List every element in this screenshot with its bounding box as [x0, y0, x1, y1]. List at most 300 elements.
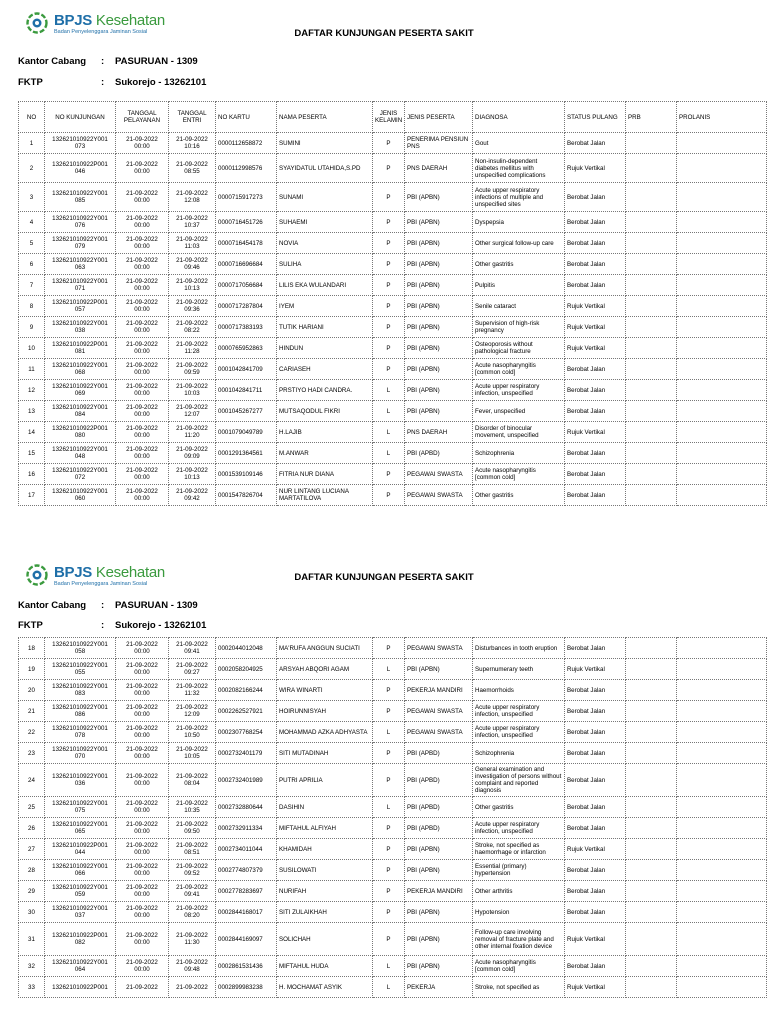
cell-jenis-peserta: PNS DAERAH — [405, 154, 473, 183]
cell-tanggal-pelayanan: 21-09-2022 00:00 — [116, 881, 169, 902]
cell-no-kunjungan: 132621010922Y001 078 — [45, 722, 116, 743]
cell-no-kunjungan: 132621010922Y001 069 — [45, 380, 116, 401]
cell-status-pulang: Berobat Jalan — [565, 818, 626, 839]
cell-status-pulang: Berobat Jalan — [565, 464, 626, 485]
cell-jenis-kelamin: P — [373, 638, 405, 659]
cell-jenis-peserta: PBI (APBN) — [405, 296, 473, 317]
cell-jenis-kelamin: P — [373, 923, 405, 956]
cell-prolanis — [677, 464, 767, 485]
cell-jenis-peserta: PEGAWAI SWASTA — [405, 638, 473, 659]
cell-prb — [626, 317, 677, 338]
cell-no-kartu: 0002844169097 — [216, 923, 277, 956]
cell-tanggal-entri: 21-09-2022 08:04 — [169, 764, 216, 797]
cell-tanggal-pelayanan: 21-09-2022 00:00 — [116, 380, 169, 401]
cell-jenis-kelamin: P — [373, 860, 405, 881]
cell-no-kunjungan: 132621010922Y001 037 — [45, 902, 116, 923]
table-row — [19, 485, 767, 506]
cell-status-pulang: Berobat Jalan — [565, 485, 626, 506]
cell-no-kunjungan: 132621010922P001 082 — [45, 923, 116, 956]
fktp-value: Sukorejo - 13262101 — [115, 620, 207, 631]
table-row — [19, 401, 767, 422]
cell-no-kunjungan: 132621010922Y001 048 — [45, 443, 116, 464]
cell-no: 30 — [19, 902, 45, 923]
cell-prolanis — [677, 743, 767, 764]
cell-nama-peserta: M.ANWAR — [277, 443, 373, 464]
cell-nama-peserta: SULIHA — [277, 254, 373, 275]
cell-tanggal-pelayanan: 21-09-2022 00:00 — [116, 422, 169, 443]
cell-tanggal-entri: 21-09-2022 08:51 — [169, 839, 216, 860]
cell-jenis-kelamin: L — [373, 380, 405, 401]
cell-prolanis — [677, 212, 767, 233]
cell-prb — [626, 956, 677, 977]
cell-status-pulang: Berobat Jalan — [565, 956, 626, 977]
visit-table-page-1 — [18, 101, 767, 506]
report-title: DAFTAR KUNJUNGAN PESERTA SAKIT — [294, 572, 474, 583]
column-header-prb: PRB — [626, 102, 677, 133]
cell-prolanis — [677, 233, 767, 254]
cell-prb — [626, 881, 677, 902]
cell-no: 7 — [19, 275, 45, 296]
cell-nama-peserta: H. MOCHAMAT ASYIK — [277, 977, 373, 998]
cell-no-kunjungan: 132621010922Y001 065 — [45, 818, 116, 839]
cell-prolanis — [677, 638, 767, 659]
cell-jenis-peserta: PBI (APBD) — [405, 818, 473, 839]
cell-no: 14 — [19, 422, 45, 443]
cell-status-pulang: Rujuk Vertikal — [565, 839, 626, 860]
cell-no-kartu: 0002732911334 — [216, 818, 277, 839]
cell-no: 10 — [19, 338, 45, 359]
table-row — [19, 296, 767, 317]
cell-no-kartu: 0000716454178 — [216, 233, 277, 254]
cell-tanggal-pelayanan: 21-09-2022 00:00 — [116, 923, 169, 956]
cell-nama-peserta: SOLICHAH — [277, 923, 373, 956]
cell-tanggal-pelayanan: 21-09-2022 00:00 — [116, 818, 169, 839]
cell-status-pulang: Berobat Jalan — [565, 881, 626, 902]
table-row — [19, 839, 767, 860]
cell-no-kunjungan: 132621010922P001 — [45, 977, 116, 998]
cell-diagnosa: Acute upper respiratory infections of multiple and unspecified sites — [473, 183, 565, 212]
cell-prb — [626, 485, 677, 506]
cell-no-kartu: 0000717056684 — [216, 275, 277, 296]
table-row — [19, 443, 767, 464]
cell-tanggal-entri: 21-09-2022 09:52 — [169, 860, 216, 881]
cell-tanggal-entri: 21-09-2022 10:13 — [169, 464, 216, 485]
visit-table-page-2 — [18, 637, 767, 998]
cell-tanggal-entri: 21-09-2022 08:55 — [169, 154, 216, 183]
cell-diagnosa: Hypotension — [473, 902, 565, 923]
cell-tanggal-entri: 21-09-2022 10:37 — [169, 212, 216, 233]
cell-no: 31 — [19, 923, 45, 956]
cell-jenis-peserta: PBI (APBN) — [405, 923, 473, 956]
cell-tanggal-pelayanan: 21-09-2022 00:00 — [116, 275, 169, 296]
cell-diagnosa: Haemorrhoids — [473, 680, 565, 701]
cell-status-pulang: Rujuk Vertikal — [565, 296, 626, 317]
table-row — [19, 154, 767, 183]
cell-no-kartu: 0000716696684 — [216, 254, 277, 275]
cell-status-pulang: Berobat Jalan — [565, 233, 626, 254]
cell-tanggal-entri: 21-09-2022 09:09 — [169, 443, 216, 464]
cell-jenis-kelamin: P — [373, 154, 405, 183]
cell-nama-peserta: PUTRI APRILIA — [277, 764, 373, 797]
cell-diagnosa: Acute nasopharyngitis [common cold] — [473, 464, 565, 485]
cell-nama-peserta: WIRA WINARTI — [277, 680, 373, 701]
cell-jenis-kelamin: P — [373, 881, 405, 902]
cell-no: 32 — [19, 956, 45, 977]
cell-status-pulang: Rujuk Vertikal — [565, 338, 626, 359]
cell-no-kartu: 0002861531436 — [216, 956, 277, 977]
cell-no: 29 — [19, 881, 45, 902]
cell-prolanis — [677, 183, 767, 212]
cell-no: 23 — [19, 743, 45, 764]
table-row — [19, 183, 767, 212]
table-row — [19, 743, 767, 764]
logo-subtitle: Badan Penyelenggara Jaminan Sosial — [54, 29, 148, 35]
cell-no-kunjungan: 132621010922Y001 070 — [45, 743, 116, 764]
cell-status-pulang: Berobat Jalan — [565, 254, 626, 275]
table-row — [19, 923, 767, 956]
cell-prolanis — [677, 722, 767, 743]
cell-no-kartu: 0000112658872 — [216, 133, 277, 154]
cell-status-pulang: Rujuk Vertikal — [565, 422, 626, 443]
kantor-sep: : — [101, 56, 105, 67]
cell-diagnosa: Acute upper respiratory infection, unspecified — [473, 380, 565, 401]
logo-brand: BPJS Kesehatan — [54, 564, 165, 581]
cell-tanggal-entri: 21-09-2022 11:32 — [169, 680, 216, 701]
cell-nama-peserta: MA'RUFA ANGGUN SUCIATI — [277, 638, 373, 659]
cell-jenis-kelamin: P — [373, 183, 405, 212]
column-header-status-pulang: STATUS PULANG — [565, 102, 626, 133]
cell-prolanis — [677, 254, 767, 275]
cell-jenis-peserta: PBI (APBN) — [405, 212, 473, 233]
cell-tanggal-entri: 21-09-2022 08:20 — [169, 902, 216, 923]
cell-no: 1 — [19, 133, 45, 154]
cell-status-pulang: Rujuk Vertikal — [565, 317, 626, 338]
cell-jenis-kelamin: P — [373, 485, 405, 506]
cell-tanggal-entri: 21-09-2022 09:48 — [169, 956, 216, 977]
cell-no-kartu: 0001042841709 — [216, 359, 277, 380]
cell-no-kartu: 0002307768254 — [216, 722, 277, 743]
cell-no-kunjungan: 132621010922Y001 068 — [45, 359, 116, 380]
cell-jenis-kelamin: P — [373, 839, 405, 860]
cell-tanggal-pelayanan: 21-09-2022 00:00 — [116, 764, 169, 797]
cell-tanggal-entri: 21-09-2022 10:35 — [169, 797, 216, 818]
cell-nama-peserta: HOIRUNNISYAH — [277, 701, 373, 722]
cell-jenis-kelamin: L — [373, 956, 405, 977]
cell-prb — [626, 133, 677, 154]
cell-no: 22 — [19, 722, 45, 743]
cell-no-kunjungan: 132621010922Y001 066 — [45, 860, 116, 881]
cell-tanggal-pelayanan: 21-09-2022 00:00 — [116, 401, 169, 422]
cell-no: 2 — [19, 154, 45, 183]
cell-no-kartu: 0002732401179 — [216, 743, 277, 764]
cell-diagnosa: Acute upper respiratory infection, unspecified — [473, 701, 565, 722]
cell-prolanis — [677, 317, 767, 338]
cell-jenis-peserta: PEKERJA MANDIRI — [405, 881, 473, 902]
cell-no-kartu: 0001291364561 — [216, 443, 277, 464]
cell-prb — [626, 154, 677, 183]
cell-prolanis — [677, 422, 767, 443]
cell-prb — [626, 659, 677, 680]
cell-nama-peserta: ARSYAH ABQORI AGAM — [277, 659, 373, 680]
cell-no-kunjungan: 132621010922Y001 058 — [45, 638, 116, 659]
cell-prb — [626, 380, 677, 401]
table-row — [19, 422, 767, 443]
cell-status-pulang: Berobat Jalan — [565, 680, 626, 701]
cell-no: 20 — [19, 680, 45, 701]
table-row — [19, 764, 767, 797]
cell-tanggal-pelayanan: 21-09-2022 00:00 — [116, 722, 169, 743]
fktp-value: Sukorejo - 13262101 — [115, 77, 207, 88]
cell-jenis-peserta: PBI (APBN) — [405, 317, 473, 338]
cell-jenis-kelamin: P — [373, 275, 405, 296]
cell-jenis-kelamin: L — [373, 659, 405, 680]
cell-no-kartu: 0000716451726 — [216, 212, 277, 233]
cell-jenis-peserta: PBI (APBN) — [405, 902, 473, 923]
fktp-sep: : — [101, 620, 105, 631]
cell-status-pulang: Rujuk Vertikal — [565, 923, 626, 956]
table-row — [19, 881, 767, 902]
cell-jenis-kelamin: L — [373, 443, 405, 464]
cell-no-kunjungan: 132621010922P001 081 — [45, 338, 116, 359]
table-row — [19, 902, 767, 923]
cell-prb — [626, 764, 677, 797]
cell-no-kartu: 0002058204925 — [216, 659, 277, 680]
cell-diagnosa: Stroke, not specified as haemorrhage or infarction — [473, 839, 565, 860]
cell-diagnosa: Supervision of high-risk pregnancy — [473, 317, 565, 338]
cell-nama-peserta: NURIFAH — [277, 881, 373, 902]
cell-no-kartu: 0000765952863 — [216, 338, 277, 359]
table-row — [19, 818, 767, 839]
cell-no-kartu: 0001042841711 — [216, 380, 277, 401]
cell-prb — [626, 401, 677, 422]
cell-prb — [626, 464, 677, 485]
cell-nama-peserta: SITI MUTADINAH — [277, 743, 373, 764]
cell-tanggal-pelayanan: 21-09-2022 00:00 — [116, 464, 169, 485]
cell-no-kunjungan: 132621010922P001 044 — [45, 839, 116, 860]
cell-no-kunjungan: 132621010922Y001 059 — [45, 881, 116, 902]
table-row — [19, 977, 767, 998]
cell-no-kunjungan: 132621010922Y001 073 — [45, 133, 116, 154]
table-row — [19, 860, 767, 881]
cell-no-kartu: 0001045267277 — [216, 401, 277, 422]
cell-jenis-kelamin: P — [373, 902, 405, 923]
cell-diagnosa: Non-insulin-dependent diabetes mellitus with unspecified complications — [473, 154, 565, 183]
cell-prb — [626, 422, 677, 443]
cell-no: 28 — [19, 860, 45, 881]
cell-tanggal-entri: 21-09-2022 10:05 — [169, 743, 216, 764]
cell-no: 21 — [19, 701, 45, 722]
cell-jenis-peserta: PBI (APBN) — [405, 359, 473, 380]
cell-nama-peserta: HINDUN — [277, 338, 373, 359]
report-title: DAFTAR KUNJUNGAN PESERTA SAKIT — [294, 28, 474, 39]
cell-jenis-peserta: PEGAWAI SWASTA — [405, 701, 473, 722]
cell-diagnosa: Disturbances in tooth eruption — [473, 638, 565, 659]
cell-status-pulang: Berobat Jalan — [565, 701, 626, 722]
cell-no-kunjungan: 132621010922Y001 086 — [45, 701, 116, 722]
cell-no: 16 — [19, 464, 45, 485]
cell-prolanis — [677, 977, 767, 998]
cell-tanggal-entri: 21-09-2022 11:03 — [169, 233, 216, 254]
cell-status-pulang: Berobat Jalan — [565, 743, 626, 764]
cell-nama-peserta: DASIHIN — [277, 797, 373, 818]
cell-no-kunjungan: 132621010922Y001 075 — [45, 797, 116, 818]
cell-no-kunjungan: 132621010922Y001 038 — [45, 317, 116, 338]
cell-jenis-kelamin: L — [373, 722, 405, 743]
cell-nama-peserta: MIFTAHUL ALFIYAH — [277, 818, 373, 839]
cell-diagnosa: Schizophrenia — [473, 443, 565, 464]
cell-prb — [626, 860, 677, 881]
cell-no-kartu: 0002732401989 — [216, 764, 277, 797]
cell-prolanis — [677, 485, 767, 506]
cell-no: 25 — [19, 797, 45, 818]
cell-tanggal-pelayanan: 21-09-2022 00:00 — [116, 902, 169, 923]
cell-nama-peserta: H.LAJIB — [277, 422, 373, 443]
cell-diagnosa: Other gastritis — [473, 254, 565, 275]
cell-prolanis — [677, 881, 767, 902]
cell-status-pulang: Berobat Jalan — [565, 443, 626, 464]
cell-status-pulang: Berobat Jalan — [565, 275, 626, 296]
cell-prb — [626, 638, 677, 659]
cell-tanggal-pelayanan: 21-09-2022 00:00 — [116, 680, 169, 701]
cell-prb — [626, 254, 677, 275]
cell-diagnosa: Pulpitis — [473, 275, 565, 296]
cell-diagnosa: Other gastritis — [473, 485, 565, 506]
cell-prolanis — [677, 902, 767, 923]
cell-prolanis — [677, 797, 767, 818]
cell-prolanis — [677, 380, 767, 401]
table-row — [19, 464, 767, 485]
cell-no-kunjungan: 132621010922Y001 064 — [45, 956, 116, 977]
fktp-sep: : — [101, 77, 105, 88]
cell-diagnosa: Schizophrenia — [473, 743, 565, 764]
cell-status-pulang: Berobat Jalan — [565, 359, 626, 380]
cell-tanggal-pelayanan: 21-09-2022 — [116, 977, 169, 998]
cell-no: 4 — [19, 212, 45, 233]
table-row — [19, 338, 767, 359]
cell-prolanis — [677, 680, 767, 701]
cell-tanggal-pelayanan: 21-09-2022 00:00 — [116, 659, 169, 680]
cell-diagnosa: Other arthritis — [473, 881, 565, 902]
cell-nama-peserta: MIFTAHUL HUDA — [277, 956, 373, 977]
cell-tanggal-entri: 21-09-2022 12:08 — [169, 183, 216, 212]
cell-jenis-peserta: PBI (APBD) — [405, 764, 473, 797]
cell-jenis-kelamin: P — [373, 133, 405, 154]
cell-nama-peserta: LILIS EKA WULANDARI — [277, 275, 373, 296]
cell-status-pulang: Berobat Jalan — [565, 212, 626, 233]
cell-no: 33 — [19, 977, 45, 998]
cell-jenis-peserta: PBI (APBN) — [405, 380, 473, 401]
cell-nama-peserta: FITRIA NUR DIANA — [277, 464, 373, 485]
cell-prb — [626, 839, 677, 860]
cell-diagnosa: Acute nasopharyngitis [common cold] — [473, 956, 565, 977]
cell-jenis-peserta: PBI (APBN) — [405, 254, 473, 275]
cell-diagnosa: Senile cataract — [473, 296, 565, 317]
cell-prolanis — [677, 764, 767, 797]
column-header-prolanis: PROLANIS — [677, 102, 767, 133]
cell-tanggal-entri: 21-09-2022 12:09 — [169, 701, 216, 722]
cell-jenis-kelamin: P — [373, 743, 405, 764]
table-row — [19, 638, 767, 659]
logo-brand: BPJS Kesehatan — [54, 12, 165, 29]
cell-tanggal-pelayanan: 21-09-2022 00:00 — [116, 338, 169, 359]
cell-diagnosa: Acute nasopharyngitis [common cold] — [473, 359, 565, 380]
cell-jenis-kelamin: P — [373, 296, 405, 317]
cell-jenis-peserta: PEGAWAI SWASTA — [405, 464, 473, 485]
table-row — [19, 133, 767, 154]
cell-diagnosa: Dyspepsia — [473, 212, 565, 233]
cell-nama-peserta: KHAMIDAH — [277, 839, 373, 860]
cell-no-kartu: 0000112998576 — [216, 154, 277, 183]
cell-nama-peserta: NUR LINTANG LUCIANA MARTATILOVA — [277, 485, 373, 506]
table-row — [19, 359, 767, 380]
cell-jenis-peserta: PEKERJA — [405, 977, 473, 998]
cell-prb — [626, 923, 677, 956]
cell-tanggal-entri: 21-09-2022 09:50 — [169, 818, 216, 839]
cell-no-kartu: 0002044012048 — [216, 638, 277, 659]
cell-jenis-kelamin: P — [373, 680, 405, 701]
cell-prb — [626, 902, 677, 923]
cell-jenis-peserta: PBI (APBN) — [405, 183, 473, 212]
cell-tanggal-entri: 21-09-2022 10:03 — [169, 380, 216, 401]
column-header-jenis-kelamin: JENIS KELAMIN — [373, 102, 405, 133]
cell-jenis-peserta: PBI (APBN) — [405, 860, 473, 881]
kantor-sep: : — [101, 600, 105, 611]
cell-tanggal-pelayanan: 21-09-2022 00:00 — [116, 638, 169, 659]
cell-jenis-peserta: PBI (APBD) — [405, 443, 473, 464]
cell-no-kunjungan: 132621010922P001 080 — [45, 422, 116, 443]
cell-tanggal-entri: 21-09-2022 09:46 — [169, 254, 216, 275]
cell-jenis-peserta: PBI (APBN) — [405, 401, 473, 422]
cell-nama-peserta: NOVIA — [277, 233, 373, 254]
cell-nama-peserta: CARIASEH — [277, 359, 373, 380]
cell-diagnosa: Essential (primary) hypertension — [473, 860, 565, 881]
cell-prb — [626, 338, 677, 359]
cell-diagnosa: Supernumerary teeth — [473, 659, 565, 680]
cell-prb — [626, 443, 677, 464]
cell-tanggal-pelayanan: 21-09-2022 00:00 — [116, 839, 169, 860]
cell-no-kunjungan: 132621010922Y001 084 — [45, 401, 116, 422]
table-row — [19, 317, 767, 338]
cell-status-pulang: Rujuk Vertikal — [565, 659, 626, 680]
cell-prb — [626, 233, 677, 254]
cell-jenis-kelamin: P — [373, 359, 405, 380]
cell-tanggal-pelayanan: 21-09-2022 00:00 — [116, 797, 169, 818]
cell-jenis-kelamin: L — [373, 401, 405, 422]
cell-tanggal-pelayanan: 21-09-2022 00:00 — [116, 956, 169, 977]
cell-no: 17 — [19, 485, 45, 506]
cell-tanggal-entri: 21-09-2022 11:20 — [169, 422, 216, 443]
cell-tanggal-pelayanan: 21-09-2022 00:00 — [116, 485, 169, 506]
cell-no-kunjungan: 132621010922Y001 085 — [45, 183, 116, 212]
table-row — [19, 680, 767, 701]
kantor-value: PASURUAN - 1309 — [115, 56, 198, 67]
cell-status-pulang: Berobat Jalan — [565, 401, 626, 422]
cell-status-pulang: Berobat Jalan — [565, 902, 626, 923]
cell-no-kartu: 0002844168017 — [216, 902, 277, 923]
cell-jenis-peserta: PEKERJA MANDIRI — [405, 680, 473, 701]
cell-jenis-peserta: PBI (APBD) — [405, 797, 473, 818]
cell-tanggal-entri: 21-09-2022 08:22 — [169, 317, 216, 338]
cell-prb — [626, 183, 677, 212]
cell-no: 24 — [19, 764, 45, 797]
cell-diagnosa: Acute upper respiratory infection, unspecified — [473, 818, 565, 839]
cell-diagnosa: Follow-up care involving removal of fracture plate and other internal fixation device — [473, 923, 565, 956]
cell-prolanis — [677, 839, 767, 860]
cell-jenis-kelamin: P — [373, 254, 405, 275]
cell-jenis-peserta: PBI (APBD) — [405, 743, 473, 764]
cell-no: 26 — [19, 818, 45, 839]
table-row — [19, 659, 767, 680]
